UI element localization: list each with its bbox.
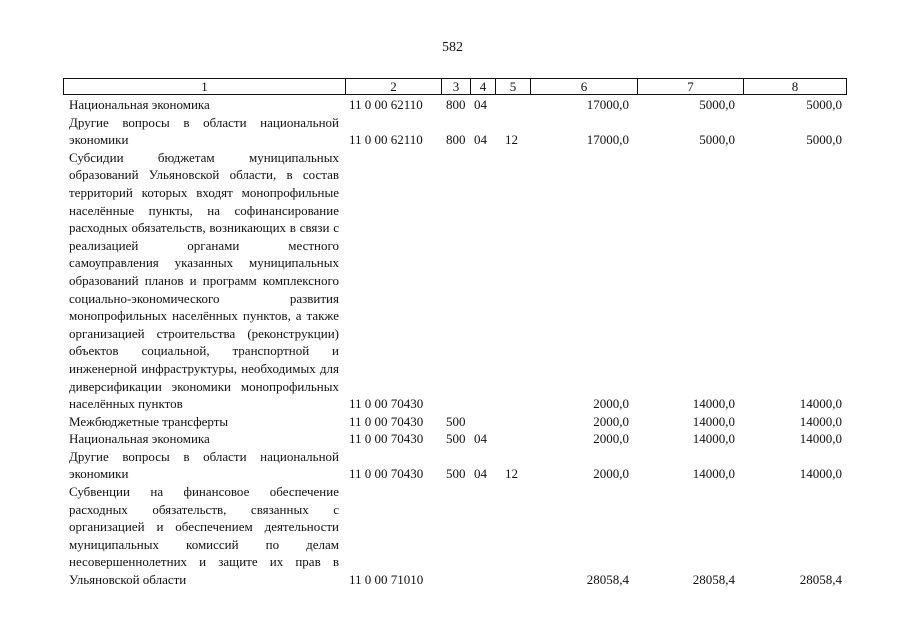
row-value-8: 14000,0 xyxy=(799,431,842,447)
row-value-8: 28058,4 xyxy=(799,572,842,588)
row-name: Национальная экономика xyxy=(69,97,210,112)
header-col-4: 4 xyxy=(470,79,495,94)
row-value-6: 28058,4 xyxy=(586,572,629,588)
row-value-8: 14000,0 xyxy=(799,466,842,482)
row-name: Национальная экономика xyxy=(69,431,210,447)
row-code: 11 0 00 70430 xyxy=(349,396,424,412)
table-row xyxy=(0,413,905,431)
row-value-8: 14000,0 xyxy=(799,396,842,412)
row-value-7: 14000,0 xyxy=(692,413,735,429)
table-row xyxy=(0,430,905,448)
table-row xyxy=(0,483,905,589)
row-value-7: 28058,4 xyxy=(692,572,735,588)
row-name: Субсидии бюджетам муниципальных образований Ульяновской области, в состав территорий которых входят монопрофильные населённые пункты, на софинансирование расходных обязательств, возникающих в связи с реализацией органами местного самоуправления указанных муниципальных образований планов и программ комплексного социально-экономического развития монопрофильных населённых пунктов, а также организацией строительства (реконструкции) объектов социальной, транспортной и инженерной инфраструктуры, необходимых для диверсификации экономики монопрофильных населённых пунктов xyxy=(69,149,339,412)
header-col-2: 2 xyxy=(345,79,441,94)
row-value-7: 14000,0 xyxy=(692,466,735,482)
row-col-3: 800 xyxy=(446,132,466,148)
row-col-3: 500 xyxy=(446,466,466,482)
header-col-1: 1 xyxy=(201,79,208,94)
row-value-7: 5000,0 xyxy=(699,132,735,148)
row-name: Субвенции на финансовое обеспечение расходных обязательств, связанных с организацией и обеспечением деятельности муниципальных комиссий по делам несовершеннолетних и защите их прав в Ульяновской области xyxy=(69,484,339,588)
page-number: 582 xyxy=(442,40,463,55)
row-col-3: 500 xyxy=(446,413,466,429)
row-code: 11 0 00 70430 xyxy=(349,431,424,447)
table-header-row xyxy=(63,78,847,95)
row-col-5: 12 xyxy=(505,132,518,148)
table-row xyxy=(0,96,905,114)
header-col-3: 3 xyxy=(441,79,470,94)
row-col-4: 04 xyxy=(474,132,487,148)
row-code: 11 0 00 62110 xyxy=(349,97,423,112)
table-row xyxy=(0,114,905,149)
row-name: Другие вопросы в области национальной экономики xyxy=(69,114,339,148)
row-code: 11 0 00 70430 xyxy=(349,413,424,429)
table-row xyxy=(0,448,905,483)
row-value-7: 14000,0 xyxy=(692,396,735,412)
row-col-4: 04 xyxy=(474,466,487,482)
row-col-5: 12 xyxy=(505,466,518,482)
header-col-7: 7 xyxy=(637,79,743,94)
row-value-6: 2000,0 xyxy=(593,431,629,447)
row-name: Другие вопросы в области национальной экономики xyxy=(69,448,339,482)
header-col-5: 5 xyxy=(495,79,530,94)
row-code: 11 0 00 62110 xyxy=(349,132,423,148)
row-value-8: 5000,0 xyxy=(806,97,842,112)
row-name: Межбюджетные трансферты xyxy=(69,413,229,429)
row-value-8: 14000,0 xyxy=(799,413,842,429)
row-value-7: 14000,0 xyxy=(692,431,735,447)
row-value-6: 2000,0 xyxy=(593,396,629,412)
row-col-4: 04 xyxy=(474,431,487,447)
row-col-4: 04 xyxy=(474,97,487,112)
row-value-6: 17000,0 xyxy=(586,132,629,148)
row-col-3: 500 xyxy=(446,431,466,447)
header-col-6: 6 xyxy=(530,79,637,94)
row-value-6: 2000,0 xyxy=(593,466,629,482)
row-value-6: 2000,0 xyxy=(593,413,629,429)
row-value-6: 17000,0 xyxy=(586,97,629,112)
row-col-3: 800 xyxy=(446,97,466,112)
header-col-8: 8 xyxy=(743,79,846,94)
table-body xyxy=(0,96,905,589)
row-value-7: 5000,0 xyxy=(699,97,735,112)
row-code: 11 0 00 71010 xyxy=(349,572,424,588)
row-value-8: 5000,0 xyxy=(806,132,842,148)
table-row xyxy=(0,149,905,413)
row-code: 11 0 00 70430 xyxy=(349,466,424,482)
